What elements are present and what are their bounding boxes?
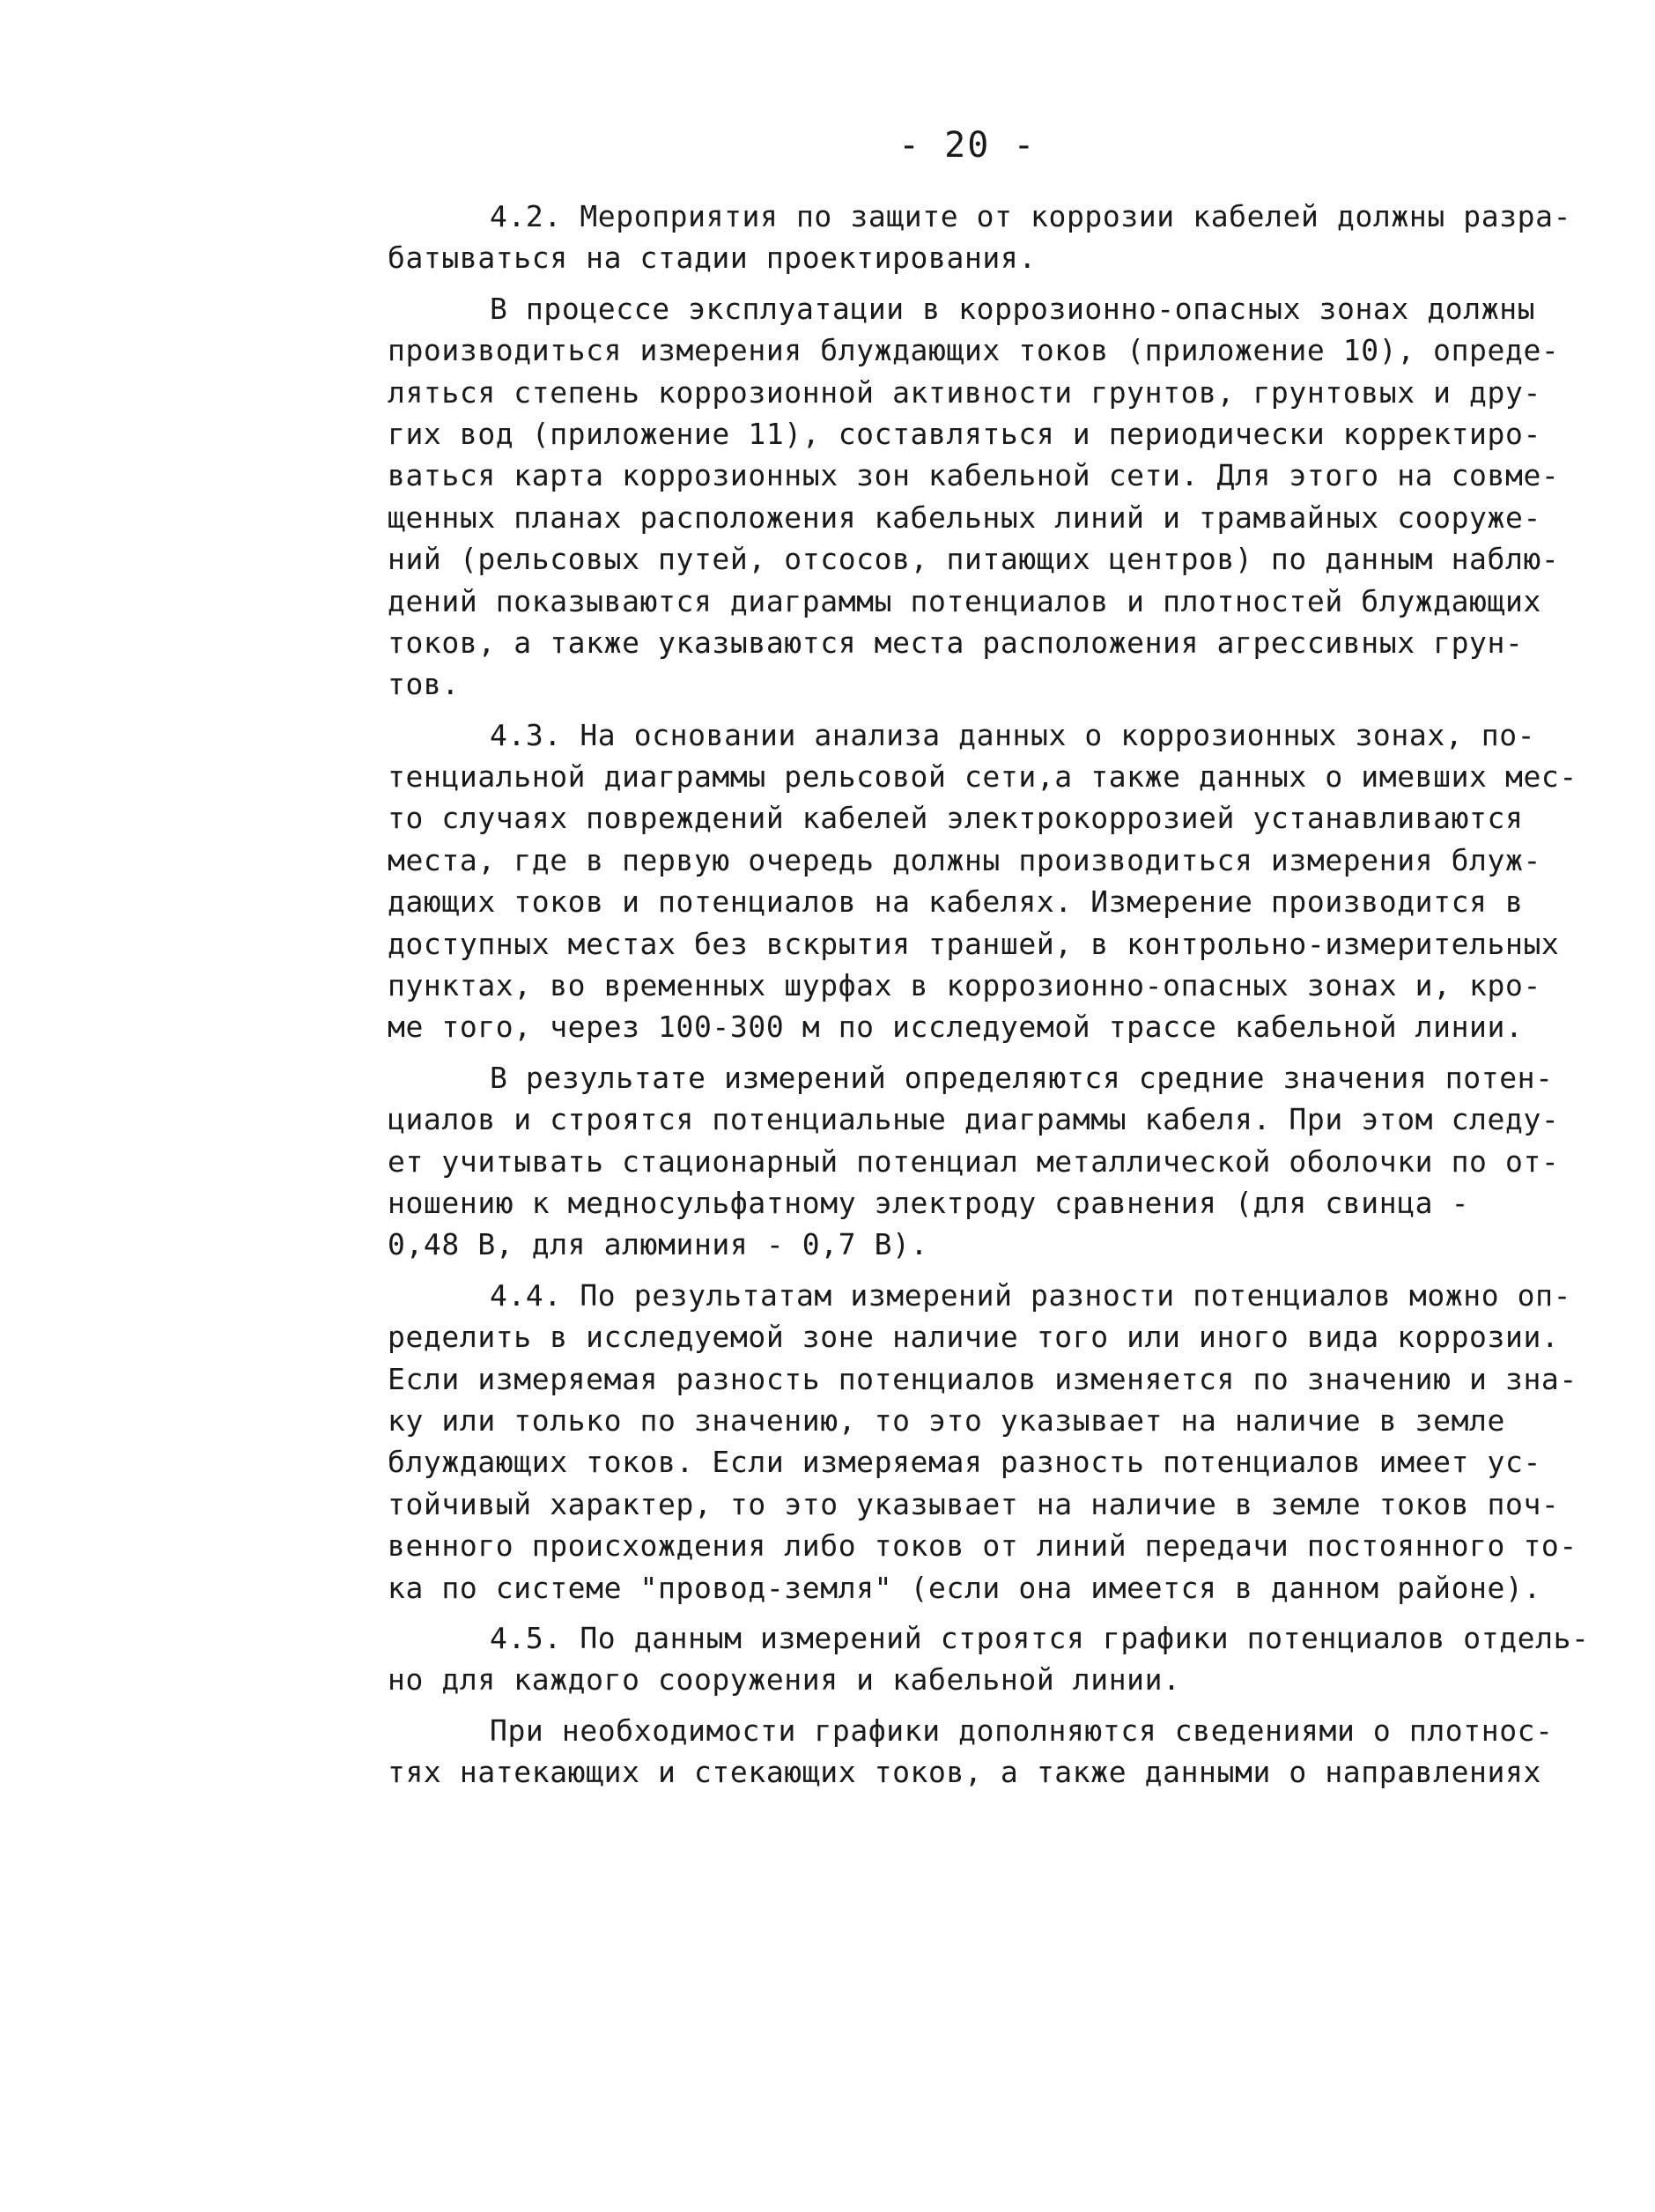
paragraph-operation-line: щенных планах расположения кабельных линий и трамвайных сооруже- bbox=[388, 499, 1541, 535]
paragraph-operation-line: токов, а также указываются места расположения агрессивных грун- bbox=[388, 625, 1524, 660]
page-number: - 20 - bbox=[898, 125, 1037, 166]
paragraph-4-5-line: 4.5. По данным измерений строятся графики потенциалов отдель- bbox=[490, 1620, 1590, 1655]
paragraph-4-3-line: тенциальной диаграммы рельсовой сети,а также данных о имевших мес- bbox=[388, 759, 1577, 795]
paragraph-4-4-line: блуждающих токов. Если измеряемая разность потенциалов имеет ус- bbox=[388, 1445, 1541, 1480]
body-text bbox=[388, 196, 1590, 1793]
paragraph-4-4-line: тойчивый характер, то это указывает на наличие в земле токов поч- bbox=[388, 1486, 1560, 1521]
paragraph-results-line: ет учитывать стационарный потенциал металлической оболочки по от- bbox=[388, 1143, 1560, 1179]
paragraph-operation-line: ний (рельсовых путей, отсосов, питающих центров) по данным наблю- bbox=[388, 542, 1560, 577]
paragraph-4-3-line: 4.3. На основании анализа данных о коррозионных зонах, по- bbox=[490, 717, 1536, 752]
paragraph-results-line: ношению к медносульфатному электроду сравнения (для свинца - bbox=[388, 1185, 1470, 1220]
paragraph-results-line: 0,48 В, для алюминия - 0,7 В). bbox=[388, 1227, 929, 1262]
paragraph-results-line: циалов и строятся потенциальные диаграммы кабеля. При этом следу- bbox=[388, 1102, 1560, 1137]
paragraph-4-2-line: 4.2. Мероприятия по защите от коррозии кабелей должны разра- bbox=[490, 199, 1572, 233]
paragraph-results-line: В результате измерений определяются средние значения потен- bbox=[490, 1060, 1554, 1095]
paragraph-supplement-line: При необходимости графики дополняются сведениями о плотнос- bbox=[490, 1713, 1554, 1748]
paragraph-4-4-line: Если измеряемая разность потенциалов изменяется по значению и зна- bbox=[388, 1361, 1577, 1396]
paragraph-operation-line: В процессе эксплуатации в коррозионно-опасных зонах должны bbox=[490, 291, 1536, 326]
paragraph-operation-line: гих вод (приложение 11), составляться и периодически корректиро- bbox=[388, 416, 1541, 451]
paragraph-4-3-line: доступных местах без вскрытия траншей, в контрольно-измерительных bbox=[388, 926, 1560, 961]
paragraph-operation-line: производиться измерения блуждающих токов (приложение 10), опреде- bbox=[388, 333, 1560, 368]
paragraph-4-4-line: 4.4. По результатам измерений разности потенциалов можно оп- bbox=[490, 1277, 1572, 1313]
paragraph-4-4-line: ределить в исследуемой зоне наличие того или иного вида коррозии. bbox=[388, 1320, 1560, 1355]
paragraph-4-5-line: но для каждого сооружения и кабельной линии. bbox=[388, 1662, 1181, 1698]
paragraph-operation-line: дений показываются диаграммы потенциалов и плотностей блуждающих bbox=[388, 583, 1541, 618]
paragraph-4-4-line: венного происхождения либо токов от линий передачи постоянного то- bbox=[388, 1528, 1577, 1564]
paragraph-4-3-line: дающих токов и потенциалов на кабелях. Измерение производится в bbox=[388, 884, 1524, 920]
paragraph-4-3-line: ме того, через 100-300 м по исследуемой трассе кабельной линии. bbox=[388, 1010, 1524, 1045]
paragraph-4-3-line: пунктах, во временных шурфах в коррозионно-опасных зонах и, кро- bbox=[388, 968, 1541, 1003]
paragraph-operation-line: ваться карта коррозионных зон кабельной сети. Для этого на совме- bbox=[388, 458, 1560, 493]
paragraph-operation-line: тов. bbox=[388, 667, 460, 702]
paragraph-4-4-line: ку или только по значению, то это указывает на наличие в земле bbox=[388, 1402, 1505, 1438]
paragraph-4-4-line: ка по системе "провод-земля" (если она имеется в данном районе). bbox=[388, 1570, 1541, 1605]
paragraph-4-2-line: батываться на стадии проектирования. bbox=[388, 240, 1037, 276]
paragraph-operation-line: ляться степень коррозионной активности грунтов, грунтовых и дру- bbox=[388, 374, 1541, 410]
paragraph-4-3-line: то случаях повреждений кабелей электрокоррозией устанавливаются bbox=[388, 801, 1524, 836]
paragraph-4-3-line: места, где в первую очередь должны производиться измерения блуж- bbox=[388, 842, 1541, 877]
paragraph-supplement-line: тях натекающих и стекающих токов, а также данными о направлениях bbox=[388, 1755, 1541, 1790]
